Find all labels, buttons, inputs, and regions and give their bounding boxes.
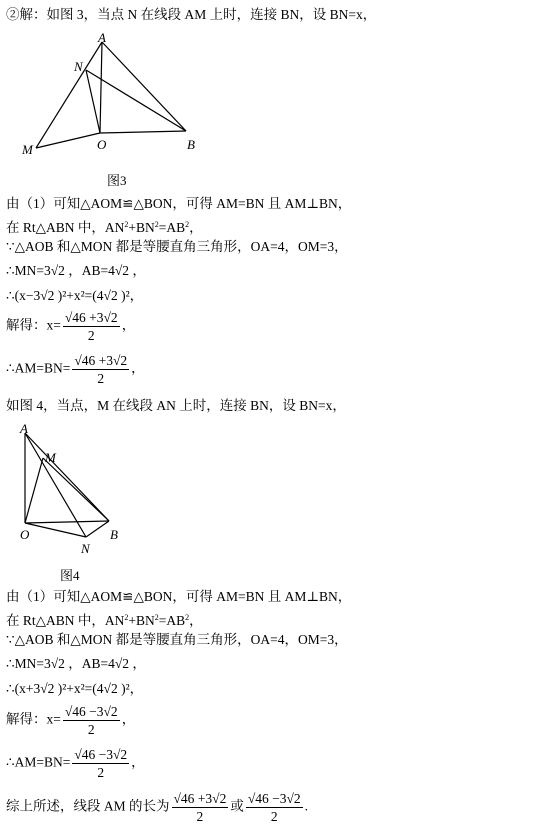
fraction: $\frac{√46 +3√2}{2}$ xyxy=(173,791,227,824)
part2-line1: 由（1）可知△AOM≌△BON，可得 AM=BN 且 AM⊥BN， xyxy=(6,589,352,604)
fraction: $\frac{√46 -3√2}{2}$ xyxy=(74,747,128,780)
part1-intro: ②解：如图 3，当点 N 在线段 AM 上时，连接 BN，设 BN=x， xyxy=(6,7,377,22)
part2-line5: ∴(x+3√2 )²+x²=(4√2 )²， xyxy=(6,681,144,696)
fraction: $\frac{√46 -3√2}{2}$ xyxy=(64,704,118,737)
part2-line4: ∴MN=3√2 ，AB=4√2 ， xyxy=(6,656,146,671)
part1-line5: ∴(x−3√2 )²+x²=(4√2 )²， xyxy=(6,288,144,303)
part2-line3: ∵△AOB 和△MON 都是等腰直角三角形，OA=4，OM=3， xyxy=(6,632,348,647)
fig4-label-b: B xyxy=(110,527,118,542)
fig4-label-m: M xyxy=(45,450,56,465)
part1-line3: ∵△AOB 和△MON 都是等腰直角三角形，OA=4，OM=3， xyxy=(6,239,348,254)
fig3-label-n: N xyxy=(74,59,83,74)
fig4-label-n: N xyxy=(81,541,90,556)
part2-line6: 解得：x= $\frac{√46 -3√2}{2}$ ， xyxy=(6,704,136,737)
part1-line2: 在 Rt△ABN 中，$AN^2+BN^2=AB^2$， xyxy=(6,220,203,235)
fraction: $\frac{√46 +3√2}{2}$ xyxy=(64,310,118,343)
figure-3-caption: 图3 xyxy=(107,173,127,188)
part1-line4: ∴MN=3√2 ，AB=4√2 ， xyxy=(6,263,146,278)
figure-4-caption: 图4 xyxy=(60,568,80,583)
fraction: $\frac{√46 -3√2}{2}$ xyxy=(247,791,301,824)
part1-line1: 由（1）可知△AOM≌△BON，可得 AM=BN 且 AM⊥BN， xyxy=(6,196,352,211)
part1-line6: 解得：x= $\frac{√46 +3√2}{2}$ ， xyxy=(6,310,136,343)
fig3-label-b: B xyxy=(187,137,195,152)
fig4-label-a: A xyxy=(20,421,28,436)
part2-intro: 如图 4，当点，M 在线段 AN 上时，连接 BN，设 BN=x， xyxy=(6,398,346,413)
part1-line7: ∴AM=BN= $\frac{√46 +3√2}{2}$ ， xyxy=(6,353,145,386)
fig4-label-o: O xyxy=(20,527,30,542)
figure-4 xyxy=(15,425,125,555)
fig3-label-o: O xyxy=(97,137,107,152)
fig3-label-m: M xyxy=(22,142,33,157)
part2-line2: 在 Rt△ABN 中，$AN^2+BN^2=AB^2$， xyxy=(6,613,203,628)
fig3-label-a: A xyxy=(98,30,106,45)
part2-line7: ∴AM=BN= $\frac{√46 -3√2}{2}$ ， xyxy=(6,747,145,780)
conclusion-line: 综上所述，线段 AM 的长为 $\frac{√46 +3√2}{2}$ 或 $\frac{√46 -3√2}{2}$ . xyxy=(6,791,309,824)
fraction: $\frac{√46 +3√2}{2}$ xyxy=(74,353,128,386)
